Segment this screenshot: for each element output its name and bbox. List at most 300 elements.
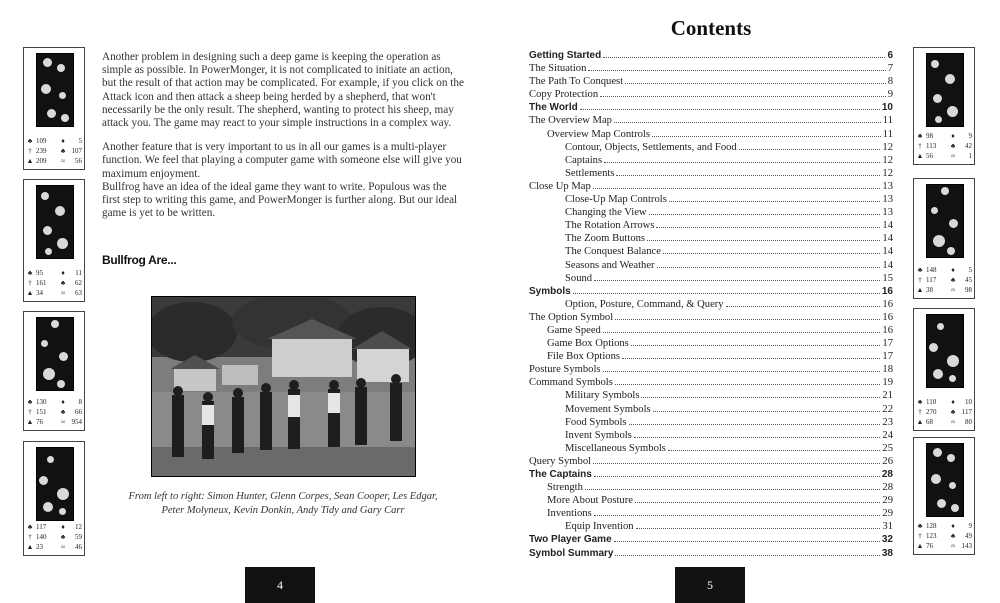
tree-icon: ♣	[917, 398, 923, 406]
toc-leader-dots	[641, 397, 880, 398]
toc-entry	[529, 141, 893, 154]
stat-row	[916, 265, 972, 275]
toc-entry-page: 17	[882, 351, 893, 363]
paragraph-multiplayer: Another feature that is very important to us in all our games is a multi-player function. We feel that playing a computer game with someone else will give you maximum enjoyment.	[102, 141, 462, 180]
sheep-icon: ♦	[951, 266, 955, 274]
stat-value: 59	[75, 533, 82, 541]
toc-entry-page: 13	[882, 180, 893, 192]
reed-icon: ≈	[951, 542, 955, 550]
man-icon: †	[918, 276, 922, 284]
toc-entry-page: 11	[882, 128, 893, 140]
map-thumbnail	[926, 443, 964, 517]
stat-value: 38	[926, 286, 933, 294]
stat-row	[916, 521, 972, 531]
toc-leader-dots	[594, 476, 880, 477]
toc-entry	[529, 298, 893, 311]
stat-value: 148	[926, 266, 937, 274]
stat-value: 56	[926, 152, 933, 160]
terrain-blob	[949, 219, 958, 228]
toc-entry-label: Symbols	[529, 285, 571, 297]
toc-entry-page: 12	[882, 167, 893, 179]
team-photo-image	[152, 297, 415, 476]
map-status-card	[23, 311, 85, 431]
toc-entry	[529, 429, 893, 442]
stat-value: 76	[36, 418, 43, 426]
toc-entry-label: Captains	[565, 154, 603, 166]
reed-icon: ≈	[951, 152, 955, 160]
toc-leader-dots	[739, 149, 881, 150]
toc-entry	[529, 389, 893, 402]
map-thumbnail	[926, 184, 964, 258]
toc-leader-dots	[653, 411, 881, 412]
toc-leader-dots	[600, 96, 886, 97]
stat-value: 46	[75, 543, 82, 551]
terrain-blob	[43, 368, 55, 380]
toc-entry-page: 10	[881, 102, 893, 114]
toc-entry-page: 22	[882, 403, 893, 415]
toc-entry	[529, 154, 893, 167]
terrain-blob	[931, 474, 941, 484]
toc-entry-page: 11	[882, 115, 893, 127]
toc-entry-label: The Overview Map	[529, 115, 612, 127]
toc-leader-dots	[622, 358, 880, 359]
toc-entry	[529, 416, 893, 429]
page-number-right: 5	[675, 567, 745, 603]
toc-entry	[529, 219, 893, 232]
toc-entry-label: Military Symbols	[565, 390, 640, 402]
terrain-blob	[929, 343, 938, 352]
toc-entry-page: 9	[887, 89, 893, 101]
terrain-blob	[947, 106, 958, 117]
toc-leader-dots	[594, 515, 881, 516]
stat-value: 151	[36, 408, 47, 416]
stat-value: 130	[36, 398, 47, 406]
toc-entry	[529, 75, 893, 88]
toc-entry-label: File Box Options	[547, 351, 620, 363]
toc-entry-page: 29	[882, 495, 893, 507]
stat-row	[26, 278, 82, 288]
terrain-blob	[937, 323, 944, 330]
stat-value: 110	[926, 398, 937, 406]
map-status-card	[913, 47, 975, 165]
stat-row	[26, 532, 82, 542]
toc-entry-label: Invent Symbols	[565, 429, 632, 441]
toc-leader-dots	[573, 293, 880, 294]
stat-row	[26, 417, 82, 427]
toc-entry-page: 17	[882, 338, 893, 350]
food-icon: ♣	[60, 408, 66, 416]
toc-entry-label: Settlements	[565, 167, 615, 179]
toc-entry-label: Symbol Summary	[529, 547, 614, 559]
toc-entry	[529, 350, 893, 363]
toc-entry	[529, 324, 893, 337]
toc-entry-page: 25	[882, 442, 893, 454]
toc-entry-label: Seasons and Weather	[565, 259, 655, 271]
reed-icon: ≈	[61, 418, 65, 426]
toc-entry-page: 32	[881, 534, 893, 546]
stat-row	[916, 531, 972, 541]
toc-entry	[529, 245, 893, 258]
toc-entry	[529, 507, 893, 520]
man-icon: †	[918, 532, 922, 540]
stat-row	[916, 141, 972, 151]
toc-entry-label: The Path To Conquest	[529, 76, 624, 88]
toc-entry	[529, 363, 893, 376]
toc-leader-dots	[668, 450, 880, 451]
toc-entry-page: 8	[887, 76, 893, 88]
tree-icon: ♣	[27, 137, 33, 145]
stat-value: 107	[71, 147, 82, 155]
toc-entry-label: Close Up Map	[529, 180, 591, 192]
terrain-blob	[43, 226, 52, 235]
toc-leader-dots	[657, 267, 881, 268]
card-stats	[26, 136, 82, 166]
food-icon: ♣	[950, 276, 956, 284]
card-stats	[26, 397, 82, 427]
man-icon: †	[918, 408, 922, 416]
toc-leader-dots	[663, 253, 881, 254]
paragraph-ideal-game: Bullfrog have an idea of the ideal game they want to write. Populous was the first step to writing this game, and PowerMonger is further along. But our ideal game is yet to be written.	[102, 180, 458, 220]
toc-leader-dots	[615, 555, 879, 556]
stat-row	[916, 275, 972, 285]
stat-value: 239	[36, 147, 47, 155]
toc-entry-label: The Conquest Balance	[565, 246, 661, 258]
toc-leader-dots	[649, 214, 881, 215]
terrain-blob	[941, 187, 949, 195]
toc-entry	[529, 376, 893, 389]
terrain-blob	[45, 248, 52, 255]
stat-value: 76	[926, 542, 933, 550]
toc-entry	[529, 62, 893, 75]
toc-entry	[529, 547, 893, 560]
toc-entry-label: Movement Symbols	[565, 403, 651, 415]
terrain-blob	[933, 369, 943, 379]
map-status-card	[913, 437, 975, 555]
toc-entry-page: 13	[882, 194, 893, 206]
stat-value: 161	[36, 279, 47, 287]
toc-entry	[529, 455, 893, 468]
toc-leader-dots	[631, 345, 881, 346]
toc-entry-page: 14	[882, 259, 893, 271]
toc-entry-page: 26	[882, 455, 893, 467]
toc-entry-label: Copy Protection	[529, 89, 599, 101]
stat-value: 209	[36, 157, 47, 165]
toc-entry	[529, 285, 893, 298]
tent-icon: ▲	[916, 542, 924, 550]
toc-leader-dots	[669, 201, 881, 202]
stat-row	[26, 397, 82, 407]
tent-icon: ▲	[26, 157, 34, 165]
toc-entry-page: 29	[882, 508, 893, 520]
terrain-blob	[61, 114, 69, 122]
toc-entry	[529, 193, 893, 206]
map-thumbnail	[926, 314, 964, 388]
stat-value: 113	[926, 142, 937, 150]
toc-entry-label: Two Player Game	[529, 534, 612, 546]
toc-leader-dots	[635, 502, 880, 503]
toc-entry	[529, 167, 893, 180]
card-stats	[26, 522, 82, 552]
terrain-blob	[933, 235, 945, 247]
stat-row	[26, 136, 82, 146]
stat-value: 8	[78, 398, 82, 406]
terrain-blob	[933, 448, 942, 457]
sheep-icon: ♦	[951, 522, 955, 530]
tent-icon: ▲	[916, 418, 924, 426]
toc-entry-label: Strength	[547, 482, 583, 494]
terrain-blob	[59, 508, 66, 515]
tent-icon: ▲	[916, 152, 924, 160]
toc-entry	[529, 101, 893, 114]
toc-entry	[529, 468, 893, 481]
stat-value: 9	[968, 132, 972, 140]
toc-entry	[529, 533, 893, 546]
terrain-blob	[43, 58, 52, 67]
terrain-blob	[947, 454, 955, 462]
map-thumbnail	[36, 53, 74, 127]
toc-entry-page: 24	[882, 429, 893, 441]
toc-entry	[529, 403, 893, 416]
stat-value: 270	[926, 408, 937, 416]
paragraph-design: Another problem in designing such a deep game is keeping the operation as simple as possible. In PowerMonger, it is not complicated to initiate an action, but the result of that action may be complicated. For example, if you click on the Attack icon and then attack a sheep being herded by a shepherd, that won't necessarily be the only result. The shepherd, wanting to protect his sheep, may attack you. The game may react to your simple instructions in a complex way.	[102, 51, 464, 130]
stat-value: 1	[968, 152, 972, 160]
card-stats	[916, 265, 972, 295]
toc-entry	[529, 232, 893, 245]
toc-entry-page: 23	[882, 416, 893, 428]
toc-entry-label: The Captains	[529, 469, 592, 480]
stat-value: 98	[965, 286, 972, 294]
toc-leader-dots	[656, 227, 880, 228]
toc-entry-label: The Rotation Arrows	[565, 220, 655, 232]
toc-entry-page: 21	[882, 390, 893, 402]
toc-leader-dots	[594, 280, 880, 281]
toc-entry-page: 14	[882, 233, 893, 245]
toc-entry-label: Food Symbols	[565, 416, 627, 428]
team-photo	[151, 296, 416, 477]
toc-entry-label: Command Symbols	[529, 377, 613, 389]
stat-value: 63	[75, 289, 82, 297]
toc-leader-dots	[647, 240, 880, 241]
stat-row	[916, 285, 972, 295]
food-icon: ♣	[950, 142, 956, 150]
map-thumbnail	[36, 185, 74, 259]
toc-entry-page: 19	[882, 377, 893, 389]
toc-leader-dots	[615, 319, 880, 320]
card-stats	[916, 397, 972, 427]
man-icon: †	[28, 408, 32, 416]
toc-leader-dots	[652, 136, 881, 137]
stat-value: 128	[926, 522, 937, 530]
terrain-blob	[57, 380, 65, 388]
stat-row	[916, 417, 972, 427]
tree-icon: ♣	[917, 266, 923, 274]
sheep-icon: ♦	[61, 269, 65, 277]
toc-entry-label: Overview Map Controls	[547, 128, 650, 140]
stat-value: 109	[36, 137, 47, 145]
toc-entry-label: Miscellaneous Symbols	[565, 442, 666, 454]
toc-entry-label: Contour, Objects, Settlements, and Food	[565, 141, 737, 153]
photo-caption-line-2: Peter Molyneux, Kevin Donkin, Andy Tidy and Gary Carr	[161, 505, 405, 516]
tent-icon: ▲	[26, 418, 34, 426]
contents-title: Contents	[670, 16, 752, 40]
terrain-blob	[43, 502, 53, 512]
terrain-blob	[47, 456, 54, 463]
reed-icon: ≈	[61, 157, 65, 165]
terrain-blob	[57, 488, 69, 500]
stat-row	[26, 407, 82, 417]
toc-entry-label: The Zoom Buttons	[565, 233, 646, 245]
toc-entry-page: 14	[882, 246, 893, 258]
terrain-blob	[59, 352, 68, 361]
left-page-body	[102, 51, 464, 231]
toc-entry-label: The Situation	[529, 63, 587, 75]
terrain-blob	[951, 504, 959, 512]
food-icon: ♣	[60, 533, 66, 541]
toc-entry	[529, 88, 893, 101]
terrain-blob	[933, 94, 942, 103]
map-thumbnail	[36, 447, 74, 521]
food-icon: ♣	[950, 408, 956, 416]
toc-entry-page: 13	[882, 207, 893, 219]
toc-entry-page: 15	[882, 272, 893, 284]
toc-leader-dots	[616, 175, 880, 176]
terrain-blob	[55, 206, 65, 216]
toc-leader-dots	[625, 83, 886, 84]
man-icon: †	[918, 142, 922, 150]
toc-entry-page: 18	[882, 364, 893, 376]
terrain-blob	[949, 375, 956, 382]
toc-leader-dots	[580, 109, 880, 110]
toc-entry-page: 16	[882, 311, 893, 323]
sheep-icon: ♦	[61, 523, 65, 531]
stat-value: 45	[965, 276, 972, 284]
toc-leader-dots	[603, 332, 881, 333]
terrain-blob	[47, 109, 56, 118]
stat-value: 68	[926, 418, 933, 426]
sheep-icon: ♦	[951, 132, 955, 140]
toc-entry-page: 12	[882, 141, 893, 153]
toc-entry-page: 6	[887, 50, 893, 61]
map-status-card	[23, 47, 85, 170]
terrain-blob	[935, 116, 942, 123]
terrain-blob	[41, 192, 49, 200]
toc-entry	[529, 337, 893, 350]
stat-value: 80	[965, 418, 972, 426]
toc-leader-dots	[629, 424, 881, 425]
toc-entry-page: 16	[881, 285, 893, 297]
section-heading: Bullfrog Are...	[102, 253, 177, 267]
tent-icon: ▲	[26, 289, 34, 297]
stat-row	[26, 542, 82, 552]
toc-entry-page: 38	[881, 547, 893, 559]
tree-icon: ♣	[917, 522, 923, 530]
food-icon: ♣	[60, 279, 66, 287]
food-icon: ♣	[950, 532, 956, 540]
stat-value: 62	[75, 279, 82, 287]
toc-leader-dots	[615, 384, 881, 385]
toc-leader-dots	[614, 122, 881, 123]
stat-value: 143	[961, 542, 972, 550]
table-of-contents	[529, 49, 893, 560]
toc-entry	[529, 494, 893, 507]
toc-entry-label: Option, Posture, Command, & Query	[565, 298, 724, 310]
stat-value: 140	[36, 533, 47, 541]
stat-row	[916, 131, 972, 141]
toc-entry-label: Posture Symbols	[529, 364, 601, 376]
stat-value: 95	[36, 269, 43, 277]
tree-icon: ♣	[917, 132, 923, 140]
toc-entry-label: Getting Started	[529, 50, 602, 61]
terrain-blob	[949, 482, 956, 489]
toc-leader-dots	[603, 57, 885, 58]
stat-row	[26, 522, 82, 532]
toc-entry-label: The World	[529, 102, 578, 114]
stat-value: 11	[75, 269, 82, 277]
toc-leader-dots	[593, 463, 880, 464]
map-thumbnail	[36, 317, 74, 391]
stat-value: 117	[36, 523, 47, 531]
toc-entry	[529, 272, 893, 285]
map-status-card	[913, 308, 975, 431]
stat-value: 66	[75, 408, 82, 416]
sheep-icon: ♦	[951, 398, 955, 406]
toc-leader-dots	[634, 437, 881, 438]
toc-entry-label: More About Posture	[547, 495, 633, 507]
terrain-blob	[931, 207, 938, 214]
toc-leader-dots	[614, 541, 880, 542]
map-thumbnail	[926, 53, 964, 127]
terrain-blob	[937, 499, 946, 508]
tent-icon: ▲	[26, 543, 34, 551]
page-number-left: 4	[245, 567, 315, 603]
stat-row	[26, 146, 82, 156]
stat-value: 42	[965, 142, 972, 150]
sheep-icon: ♦	[61, 398, 65, 406]
toc-entry-page: 7	[887, 63, 893, 75]
stat-value: 5	[968, 266, 972, 274]
terrain-blob	[57, 64, 65, 72]
terrain-blob	[39, 476, 48, 485]
toc-entry	[529, 259, 893, 272]
toc-entry	[529, 206, 893, 219]
toc-entry-label: Inventions	[547, 508, 592, 520]
terrain-blob	[41, 340, 48, 347]
reed-icon: ≈	[61, 289, 65, 297]
stat-row	[916, 397, 972, 407]
man-icon: †	[28, 533, 32, 541]
toc-entry	[529, 520, 893, 533]
tree-icon: ♣	[27, 398, 33, 406]
card-stats	[26, 268, 82, 298]
man-icon: †	[28, 279, 32, 287]
stat-row	[916, 151, 972, 161]
stat-row	[26, 268, 82, 278]
reed-icon: ≈	[61, 543, 65, 551]
stat-value: 9	[968, 522, 972, 530]
toc-entry	[529, 114, 893, 127]
stat-row	[26, 156, 82, 166]
toc-entry-page: 31	[882, 521, 893, 533]
tent-icon: ▲	[916, 286, 924, 294]
food-icon: ♣	[60, 147, 66, 155]
stat-value: 56	[75, 157, 82, 165]
toc-entry	[529, 49, 893, 62]
terrain-blob	[59, 92, 66, 99]
stat-value: 12	[75, 523, 82, 531]
toc-entry-label: Equip Invention	[565, 521, 634, 533]
terrain-blob	[947, 355, 959, 367]
toc-entry-page: 28	[881, 469, 893, 480]
